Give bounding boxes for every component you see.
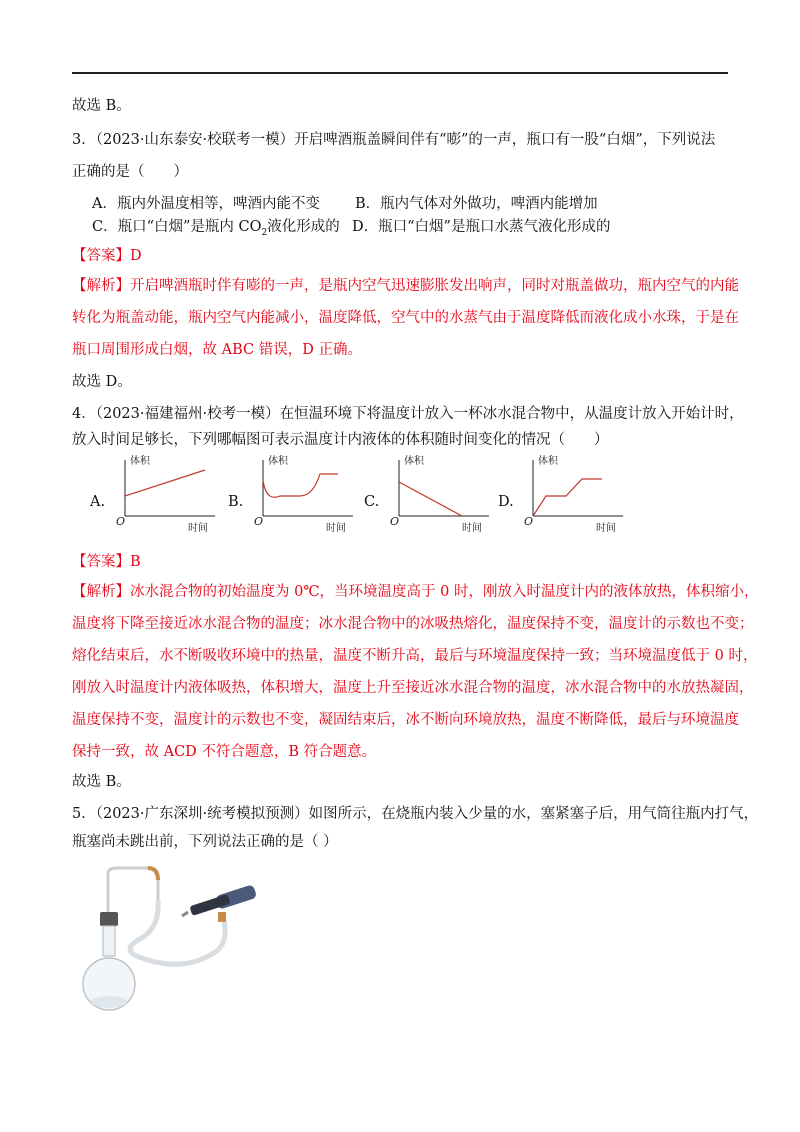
graph-d-ylabel: 体积 bbox=[538, 456, 558, 467]
pump-connector bbox=[218, 912, 226, 922]
graph-c-ylabel: 体积 bbox=[404, 456, 424, 467]
q4-analysis-line5: 温度保持不变，温度计的示数也不变，凝固结束后，冰不断向环境放热，温度不断降低，最后与环境温度 bbox=[72, 712, 739, 728]
graph-b-ylabel: 体积 bbox=[268, 456, 288, 467]
graph-c-curve bbox=[399, 482, 462, 516]
graph-b-plot bbox=[228, 452, 358, 542]
graph-d-plot bbox=[498, 452, 628, 542]
flask-neck bbox=[103, 926, 115, 956]
q3-option-c: C．瓶口“白烟”是瓶内 $CO_2$液化形成的 bbox=[92, 219, 340, 238]
q4-answer: 【答案】B bbox=[72, 554, 141, 570]
graph-b-curve bbox=[263, 474, 338, 497]
q4-graph-b bbox=[228, 452, 358, 542]
q4-stem-line2: 放入时间足够长，下列哪幅图可表示温度计内液体的体积随时间变化的情况（ ） bbox=[72, 432, 609, 448]
q3-analysis-line3: 瓶口周围形成白烟，故 ABC 错误，D 正确。 bbox=[72, 342, 362, 358]
q4-analysis-line6: 保持一致，故 ACD 不符合题意，B 符合题意。 bbox=[72, 744, 377, 760]
graph-b-label: B. bbox=[228, 494, 244, 510]
q4-analysis-line1: 【解析】冰水混合物的初始温度为 0℃，当环境温度高于 0 时，刚放入时温度计内的液体放热，体积缩小， bbox=[72, 584, 759, 600]
q3-option-d: D．瓶口“白烟”是瓶口水蒸气液化形成的 bbox=[352, 219, 611, 235]
flask-pump-photo bbox=[78, 860, 268, 1020]
graph-d-label: D. bbox=[498, 494, 514, 510]
q3-conclusion: 故选 D。 bbox=[72, 374, 132, 390]
q3-option-a: A．瓶内外温度相等，啤酒内能不变 bbox=[92, 196, 320, 212]
graph-d-xlabel: 时间 bbox=[596, 523, 616, 534]
graph-a-label: A. bbox=[90, 494, 106, 510]
graph-c-label: C. bbox=[364, 494, 380, 510]
graph-b-xlabel: 时间 bbox=[326, 523, 346, 534]
graph-b-origin: O bbox=[254, 515, 264, 528]
q4-analysis-line2: 温度将下降至接近冰水混合物的温度；冰水混合物中的冰吸热熔化，温度保持不变，温度计的示数也不变； bbox=[72, 616, 754, 632]
flask-water bbox=[91, 996, 127, 1008]
q3-stem-line2: 正确的是（ ） bbox=[72, 164, 188, 180]
graph-d-origin: O bbox=[524, 515, 534, 528]
q4-graph-c bbox=[364, 452, 494, 542]
graph-a-xlabel: 时间 bbox=[188, 523, 208, 534]
graph-a-curve bbox=[125, 470, 205, 496]
q4-analysis-line3: 熔化结束后，水不断吸收环境中的热量，温度不断升高，最后与环境温度保持一致；当环境温度低于 0 时， bbox=[72, 648, 758, 664]
graph-d-curve bbox=[533, 479, 602, 516]
q3-answer: 【答案】D bbox=[72, 248, 142, 264]
q3-option-b: B．瓶内气体对外做功，啤酒内能增加 bbox=[355, 196, 598, 212]
graph-c-xlabel: 时间 bbox=[462, 523, 482, 534]
q5-stem-line2: 瓶塞尚未跳出前，下列说法正确的是（ ） bbox=[72, 834, 338, 850]
header-rule bbox=[72, 72, 728, 74]
graph-c-plot bbox=[364, 452, 494, 542]
rubber-tube-joint bbox=[148, 868, 158, 880]
prev-conclusion: 故选 B。 bbox=[72, 98, 131, 114]
graph-a-ylabel: 体积 bbox=[130, 456, 150, 467]
q4-stem-line1: 4．（2023·福建福州·校考一模）在恒温环境下将温度计放入一杯冰水混合物中，从温度计放入开始计时， bbox=[72, 406, 744, 422]
q4-graph-a bbox=[90, 452, 220, 542]
graph-a-origin: O bbox=[116, 515, 126, 528]
q4-analysis-line4: 刚放入时温度计内液体吸热，体积增大，温度上升至接近冰水混合物的温度，冰水混合物中的水放热凝固， bbox=[72, 680, 754, 696]
graph-a-plot bbox=[90, 452, 220, 542]
stopper bbox=[100, 912, 118, 926]
q3-stem-line1: 3．（2023·山东泰安·校联考一模）开启啤酒瓶盖瞬间伴有“嘭”的一声，瓶口有一股“白烟”，下列说法 bbox=[72, 132, 716, 148]
q4-conclusion: 故选 B。 bbox=[72, 774, 131, 790]
q3-analysis-line2: 转化为瓶盖动能，瓶内空气内能减小，温度降低，空气中的水蒸气由于温度降低而液化成小水珠，于是在 bbox=[72, 310, 739, 326]
graph-c-origin: O bbox=[390, 515, 400, 528]
q3-analysis-line1: 【解析】开启啤酒瓶时伴有嘭的一声，是瓶内空气迅速膨胀发出响声，同时对瓶盖做功，瓶内空气的内能 bbox=[72, 278, 739, 294]
q5-stem-line1: 5．（2023·广东深圳·统考模拟预测）如图所示，在烧瓶内装入少量的水，塞紧塞子后，用气筒往瓶内打气， bbox=[72, 806, 759, 822]
q4-graph-d bbox=[498, 452, 628, 542]
